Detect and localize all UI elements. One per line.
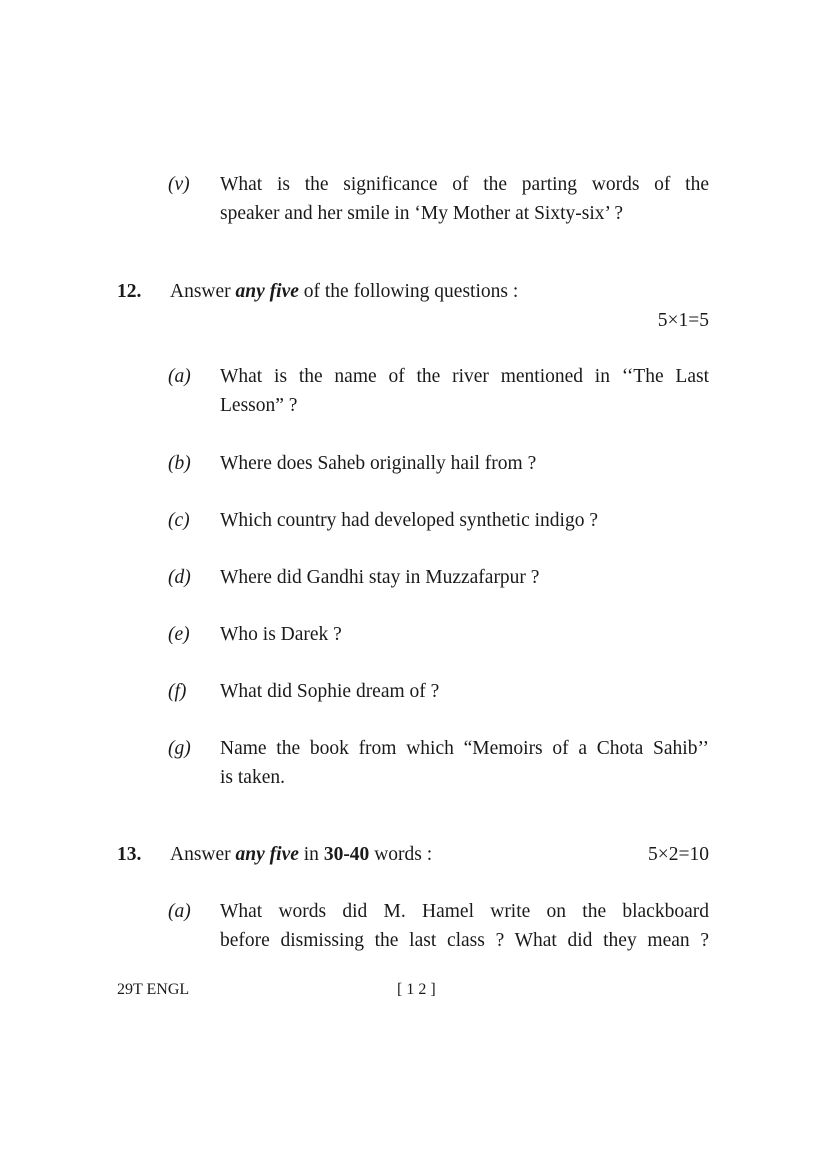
question-instruction: Answer any five in 30-40 words : — [170, 844, 433, 865]
item-text-line2: is taken. — [220, 767, 285, 788]
page-number: [ 1 2 ] — [397, 981, 436, 998]
paper-code: 29T ENGL — [117, 981, 190, 998]
item-text-line2: speaker and her smile in ‘My Mother at Sixty-six’ ? — [220, 203, 624, 224]
item-label: (d) — [168, 567, 191, 588]
item-label: (v) — [168, 174, 190, 195]
marks-allocation: 5×1=5 — [657, 310, 709, 331]
item-text-line2: Lesson” ? — [220, 395, 298, 416]
item-label: (b) — [168, 453, 191, 474]
question-number: 12. — [117, 281, 142, 302]
item-text-line1: What is the name of the river mentioned in ‘‘The Last — [220, 366, 709, 387]
item-text-line2: before dismissing the last class ? What did they mean ? — [220, 930, 709, 951]
item-text-line1: Where does Saheb originally hail from ? — [220, 453, 537, 474]
item-text-line1: What words did M. Hamel write on the blackboard — [220, 901, 709, 922]
item-label: (g) — [168, 738, 191, 759]
item-label: (c) — [168, 510, 190, 531]
item-text-line1: Who is Darek ? — [220, 624, 342, 645]
marks-allocation: 5×2=10 — [648, 844, 709, 865]
item-text-line1: Name the book from which “Memoirs of a Chota Sahib’’ — [220, 738, 709, 759]
item-text-line1: What did Sophie dream of ? — [220, 681, 440, 702]
item-text-line1: Which country had developed synthetic indigo ? — [220, 510, 598, 531]
item-text-line1: Where did Gandhi stay in Muzzafarpur ? — [220, 567, 540, 588]
item-label: (a) — [168, 901, 191, 922]
item-text-line1: What is the significance of the parting words of the — [220, 174, 709, 195]
question-instruction: Answer any five of the following questions : — [170, 281, 519, 302]
item-label: (a) — [168, 366, 191, 387]
item-label: (f) — [168, 681, 187, 702]
question-number: 13. — [117, 844, 142, 865]
item-label: (e) — [168, 624, 190, 645]
